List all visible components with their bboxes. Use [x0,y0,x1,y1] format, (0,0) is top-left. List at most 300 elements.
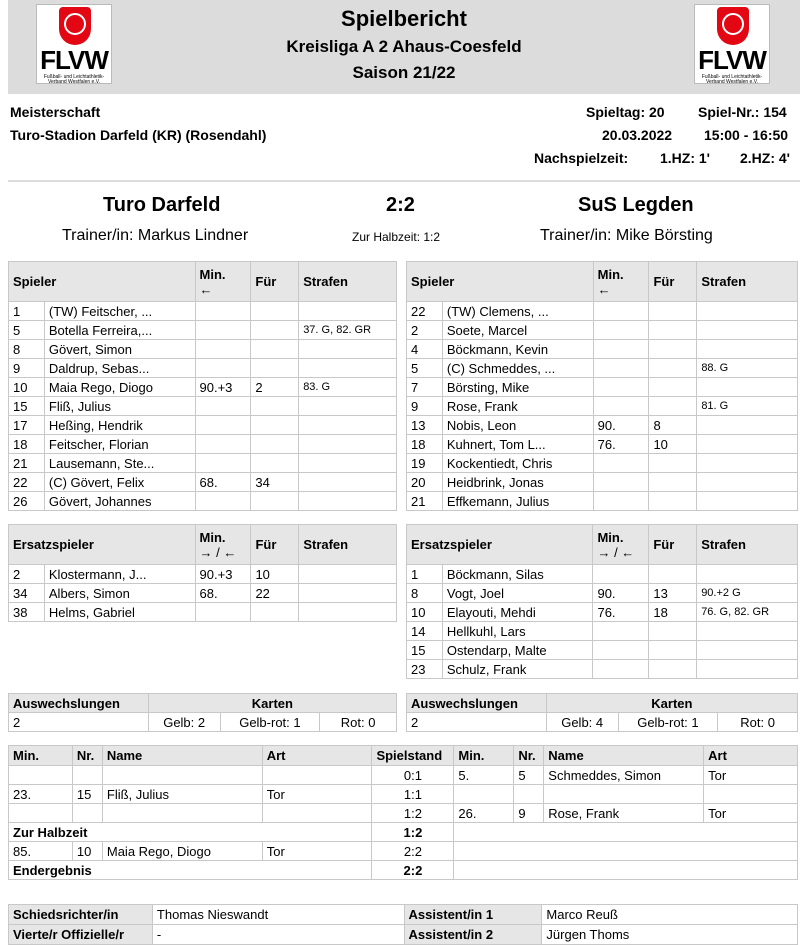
col-spieler: Spieler [407,262,594,302]
player-number: 26 [9,492,45,511]
player-name: Feitscher, Florian [44,435,195,454]
event-art: Tor [704,804,798,823]
player-for [251,397,299,416]
player-penalties [697,622,798,641]
events-table [8,745,798,880]
player-for [649,473,697,492]
player-minute [593,492,649,511]
player-penalties [299,454,397,473]
player-minute: 90. [593,584,649,603]
player-name: Albers, Simon [44,584,195,603]
player-penalties [697,473,798,492]
halftime-score: Zur Halbzeit: 1:2 [352,230,441,244]
event-nr: 10 [72,842,102,861]
player-name: Heidbrink, Jonas [442,473,593,492]
player-number: 9 [9,359,45,378]
event-name: Maia Rego, Diogo [102,842,262,861]
player-name: Böckmann, Silas [442,565,593,584]
player-minute: 90. [593,416,649,435]
col-ersatz: Ersatzspieler [9,525,196,565]
halftime-stand: 1:2 [372,823,454,842]
player-name: Heßing, Hendrik [44,416,195,435]
event-stand: 1:2 [372,804,454,823]
player-number: 38 [9,603,45,622]
col-spieler: Spieler [9,262,196,302]
rot-count: Rot: 0 [718,713,798,732]
player-number: 9 [407,397,443,416]
player-name: Elayouti, Mehdi [442,603,593,622]
player-name: Kockentiedt, Chris [442,454,593,473]
player-number: 21 [9,454,45,473]
player-for: 2 [251,378,299,397]
col-min: Min. ← [195,262,251,302]
home-sub-row [9,603,397,622]
player-name: Daldrup, Sebas... [44,359,195,378]
divider [8,180,800,182]
event-nr [514,785,544,804]
nachspielzeit-label: Nachspielzeit: [534,150,629,166]
col-strafen: Strafen [697,262,798,302]
col-fuer: Für [649,525,697,565]
player-penalties: 37. G, 82. GR [299,321,397,340]
player-number: 14 [407,622,443,641]
home-player-row [9,302,397,321]
ausw-count: 2 [9,713,149,732]
col-min: Min. → / ← [195,525,251,565]
ev-col-min: Min. [454,746,514,766]
player-number: 22 [9,473,45,492]
event-art [262,766,372,785]
player-penalties [299,397,397,416]
flvw-logo-left: FLVW Fußball- und Leichtathletik-Verband Westfalen e.V. [36,4,112,84]
player-minute: 68. [195,473,251,492]
assistant1-label: Assistent/in 1 [404,905,542,925]
player-name: (TW) Feitscher, ... [44,302,195,321]
player-name: (TW) Clemens, ... [442,302,593,321]
home-sub-row [9,584,397,603]
home-player-row [9,397,397,416]
event-nr: 5 [514,766,544,785]
player-minute [593,660,649,679]
event-stand: 2:2 [372,842,454,861]
player-penalties [697,641,798,660]
gelbrot-count: Gelb-rot: 1 [220,713,320,732]
player-number: 17 [9,416,45,435]
ev-col-art: Art [704,746,798,766]
player-minute [195,416,251,435]
player-name: Ostendarp, Malte [442,641,593,660]
col-strafen: Strafen [299,262,397,302]
home-player-row [9,416,397,435]
player-for: 10 [251,565,299,584]
event-nr: 15 [72,785,102,804]
away-player-row [407,321,798,340]
player-minute [593,378,649,397]
player-minute: 90.+3 [195,378,251,397]
halftime2-extra: 2.HZ: 4' [740,150,791,166]
event-stand: 1:1 [372,785,454,804]
rot-count: Rot: 0 [320,713,397,732]
home-lineup-table [8,261,397,511]
player-number: 34 [9,584,45,603]
player-minute [593,359,649,378]
col-fuer: Für [251,525,299,565]
player-minute: 76. [593,603,649,622]
col-strafen: Strafen [697,525,798,565]
ausw-label: Auswechslungen [9,694,149,713]
player-number: 20 [407,473,443,492]
player-for [251,359,299,378]
player-minute [195,340,251,359]
player-penalties [697,660,798,679]
player-for [649,340,697,359]
event-name: Schmeddes, Simon [544,766,704,785]
player-name: Klostermann, J... [44,565,195,584]
player-number: 21 [407,492,443,511]
player-minute: 76. [593,435,649,454]
final-score: 2:2 [386,194,415,216]
player-minute [593,302,649,321]
player-for [649,302,697,321]
player-name: Effkemann, Julius [442,492,593,511]
away-player-row [407,454,798,473]
event-min: 26. [454,804,514,823]
halftime-label: Zur Halbzeit [9,823,372,842]
player-number: 22 [407,302,443,321]
match-date: 20.03.2022 [602,127,673,143]
venue: Turo-Stadion Darfeld (KR) (Rosendahl) [10,127,267,143]
player-name: (C) Gövert, Felix [44,473,195,492]
away-player-row [407,302,798,321]
ausw-count: 2 [407,713,547,732]
player-penalties [299,302,397,321]
player-penalties [299,359,397,378]
home-player-row [9,435,397,454]
player-for: 34 [251,473,299,492]
home-sub-row [9,565,397,584]
ev-col-min: Min. [9,746,73,766]
player-penalties [299,492,397,511]
player-penalties [299,435,397,454]
player-minute [593,641,649,660]
assistant2: Jürgen Thoms [542,925,798,945]
player-name: (C) Schmeddes, ... [442,359,593,378]
away-lineup-table [406,261,798,511]
col-ersatz: Ersatzspieler [407,525,593,565]
home-player-row [9,378,397,397]
player-number: 1 [407,565,443,584]
halftime1-extra: 1.HZ: 1' [660,150,711,166]
player-number: 2 [9,565,45,584]
player-for [251,492,299,511]
player-penalties: 76. G, 82. GR [697,603,798,622]
player-number: 8 [9,340,45,359]
away-player-row [407,359,798,378]
event-nr [72,766,102,785]
player-minute [593,565,649,584]
report-title: Spielbericht [341,6,467,31]
event-min: 85. [9,842,73,861]
away-player-row [407,378,798,397]
ev-col-nr: Nr. [514,746,544,766]
away-trainer: Trainer/in: Mike Börsting [540,227,713,244]
player-number: 8 [407,584,443,603]
player-for: 8 [649,416,697,435]
referee: Thomas Nieswandt [152,905,404,925]
player-name: Maia Rego, Diogo [44,378,195,397]
player-for [251,321,299,340]
event-nr [72,804,102,823]
player-penalties [697,302,798,321]
player-for [649,565,697,584]
ausw-label: Auswechslungen [407,694,547,713]
player-minute [593,321,649,340]
home-subs-table [8,524,397,622]
player-for: 13 [649,584,697,603]
final-label: Endergebnis [9,861,372,880]
player-name: Nobis, Leon [442,416,593,435]
player-penalties [697,492,798,511]
player-for [251,302,299,321]
home-player-row [9,359,397,378]
home-player-row [9,454,397,473]
assistant1: Marco Reuß [542,905,798,925]
event-row [9,785,798,804]
player-minute [195,603,251,622]
player-minute: 68. [195,584,251,603]
player-minute: 90.+3 [195,565,251,584]
player-number: 7 [407,378,443,397]
ev-col-name: Name [102,746,262,766]
player-name: Helms, Gabriel [44,603,195,622]
spiel-nr: Spiel-Nr.: 154 [698,104,787,120]
event-art [262,804,372,823]
col-fuer: Für [251,262,299,302]
event-name [544,785,704,804]
away-player-row [407,397,798,416]
player-for: 10 [649,435,697,454]
karten-label: Karten [148,694,396,713]
away-subs-table [406,524,798,679]
player-for [649,359,697,378]
player-number: 10 [9,378,45,397]
ev-col-stand: Spielstand [372,746,454,766]
player-name: Vogt, Joel [442,584,593,603]
event-stand: 0:1 [372,766,454,785]
player-for [251,435,299,454]
karten-label: Karten [546,694,797,713]
home-trainer: Trainer/in: Markus Lindner [62,227,249,244]
player-for [251,340,299,359]
spieltag: Spieltag: 20 [586,104,665,120]
player-minute [593,473,649,492]
event-art [704,785,798,804]
player-name: Fliß, Julius [44,397,195,416]
player-penalties [299,565,397,584]
report-header [8,0,800,94]
ev-col-art: Art [262,746,372,766]
player-minute [593,454,649,473]
player-name: Schulz, Frank [442,660,593,679]
away-sub-row [407,622,798,641]
player-name: Soete, Marcel [442,321,593,340]
player-name: Kuhnert, Tom L... [442,435,593,454]
player-minute [195,454,251,473]
fourth-official: - [152,925,404,945]
ref-label: Schiedsrichter/in [9,905,153,925]
home-team: Turo Darfeld [103,194,221,216]
player-number: 2 [407,321,443,340]
event-min [9,804,73,823]
player-number: 15 [407,641,443,660]
player-for [649,397,697,416]
home-player-row [9,340,397,359]
home-player-row [9,492,397,511]
player-penalties [299,473,397,492]
player-minute [195,435,251,454]
player-for [649,622,697,641]
away-sub-row [407,584,798,603]
event-name [102,766,262,785]
event-row [9,766,798,785]
player-for: 18 [649,603,697,622]
col-min: Min. → / ← [593,525,649,565]
player-for [649,492,697,511]
player-number: 5 [9,321,45,340]
away-player-row [407,473,798,492]
home-summary-table [8,693,397,732]
player-number: 10 [407,603,443,622]
col-fuer: Für [649,262,697,302]
player-minute [593,622,649,641]
away-team: SuS Legden [578,194,694,216]
player-penalties [697,416,798,435]
player-penalties [697,340,798,359]
player-for [251,454,299,473]
away-player-row [407,340,798,359]
player-minute [593,340,649,359]
home-player-row [9,473,397,492]
player-penalties: 83. G [299,378,397,397]
player-number: 13 [407,416,443,435]
ev-col-nr: Nr. [72,746,102,766]
competition: Meisterschaft [10,104,101,120]
player-penalties [697,435,798,454]
officials-table [8,904,798,945]
season: Saison 21/22 [352,63,456,82]
away-sub-row [407,603,798,622]
away-summary-table [406,693,798,732]
player-name: Botella Ferreira,... [44,321,195,340]
assistant2-label: Assistent/in 2 [404,925,542,945]
player-penalties [697,454,798,473]
player-number: 1 [9,302,45,321]
league-name: Kreisliga A 2 Ahaus-Coesfeld [286,37,522,56]
player-penalties [299,603,397,622]
ev-col-name: Name [544,746,704,766]
player-minute [195,302,251,321]
player-name: Hellkuhl, Lars [442,622,593,641]
event-row [9,804,798,823]
player-name: Lausemann, Ste... [44,454,195,473]
player-name: Gövert, Simon [44,340,195,359]
event-min [9,766,73,785]
away-sub-row [407,565,798,584]
col-strafen: Strafen [299,525,397,565]
player-penalties: 90.+2 G [697,584,798,603]
player-penalties [299,584,397,603]
player-for: 22 [251,584,299,603]
away-player-row [407,435,798,454]
gelb-count: Gelb: 2 [148,713,220,732]
player-penalties: 81. G [697,397,798,416]
player-minute [195,397,251,416]
away-player-row [407,492,798,511]
player-penalties [697,321,798,340]
event-art: Tor [262,785,372,804]
player-number: 18 [9,435,45,454]
player-name: Gövert, Johannes [44,492,195,511]
gelb-count: Gelb: 4 [546,713,618,732]
player-minute [195,492,251,511]
event-min: 5. [454,766,514,785]
player-name: Börsting, Mike [442,378,593,397]
event-min [454,785,514,804]
player-minute [195,359,251,378]
col-min: Min. ← [593,262,649,302]
player-number: 18 [407,435,443,454]
player-number: 19 [407,454,443,473]
match-time: 15:00 - 16:50 [704,127,789,143]
away-sub-row [407,641,798,660]
player-penalties [299,416,397,435]
player-for [649,660,697,679]
player-number: 5 [407,359,443,378]
fourth-official-label: Vierte/r Offizielle/r [9,925,153,945]
player-for [251,603,299,622]
event-name [102,804,262,823]
away-player-row [407,416,798,435]
event-art: Tor [704,766,798,785]
player-name: Rose, Frank [442,397,593,416]
player-for [649,641,697,660]
player-penalties: 88. G [697,359,798,378]
event-nr: 9 [514,804,544,823]
player-penalties [299,340,397,359]
player-penalties [697,378,798,397]
gelbrot-count: Gelb-rot: 1 [618,713,718,732]
home-player-row [9,321,397,340]
event-art: Tor [262,842,372,861]
player-minute [195,321,251,340]
event-name: Rose, Frank [544,804,704,823]
event-name: Fliß, Julius [102,785,262,804]
player-name: Böckmann, Kevin [442,340,593,359]
player-for [649,321,697,340]
player-number: 4 [407,340,443,359]
player-for [649,378,697,397]
player-number: 15 [9,397,45,416]
away-sub-row [407,660,798,679]
player-minute [593,397,649,416]
final-stand: 2:2 [372,861,454,880]
event-min: 23. [9,785,73,804]
flvw-logo-right: FLVW Fußball- und Leichtathletik-Verband Westfalen e.V. [694,4,770,84]
horse-emblem-icon [717,7,749,45]
player-penalties [697,565,798,584]
player-for [251,416,299,435]
player-number: 23 [407,660,443,679]
